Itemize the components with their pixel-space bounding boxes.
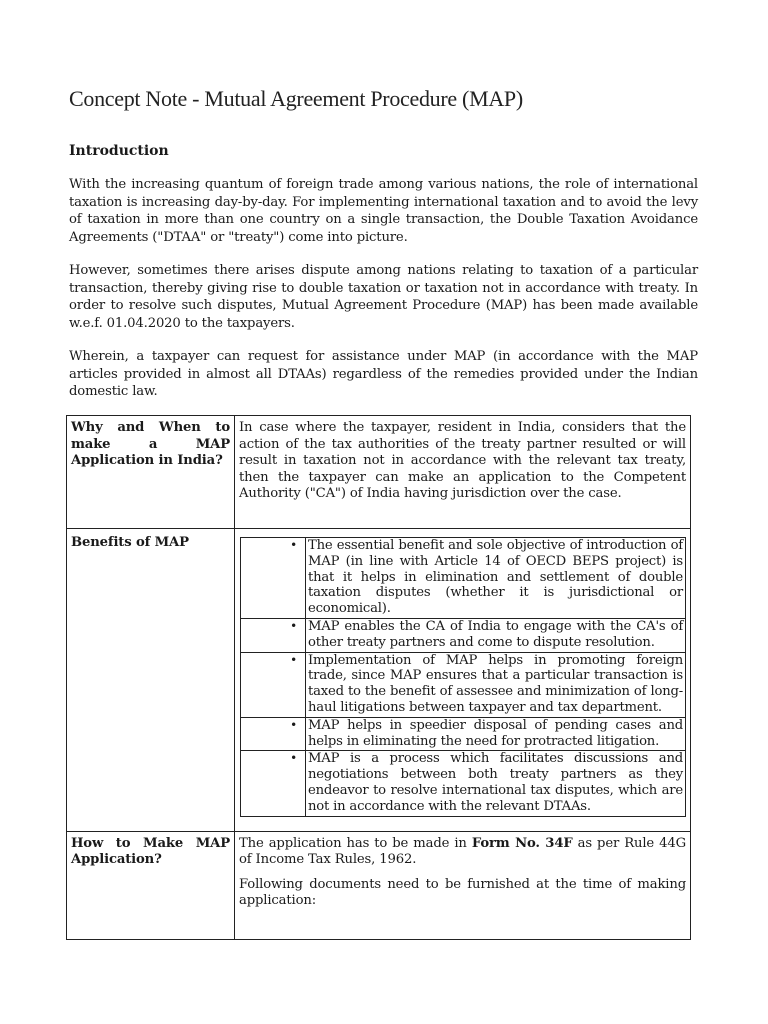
- map-info-table: [66, 415, 691, 940]
- intro-paragraph-3: Wherein, a taxpayer can request for assistance under MAP (in accordance with the MAP articles provided in almost all DTAAs) regardless of the remedies provided under the Indian domestic law.: [69, 349, 698, 400]
- row-label-why-when: Why and When to make a MAP Application in India?: [67, 416, 235, 529]
- benefit-text-3: Implementation of MAP helps in promoting foreign trade, since MAP ensures that a particular transaction is taxed to the benefit of assessee and minimization of long-haul litigations between taxpayer and tax department.: [306, 652, 686, 717]
- benefit-text-5: MAP is a process which facilitates discussions and negotiations between both treaty partners as they endeavor to resolve international tax disputes, which are not in accordance with the relevant DTAAs.: [306, 751, 686, 816]
- list-item: [241, 652, 686, 717]
- text-after-form: as per Rule 44G of Income Tax Rules, 1962.: [239, 835, 686, 868]
- list-item: [241, 717, 686, 751]
- list-item: [241, 538, 686, 619]
- form-name: Form No. 34F: [471, 835, 573, 851]
- benefit-text-4: MAP helps in speedier disposal of pending cases and helps in eliminating the need for protracted litigation.: [306, 717, 686, 751]
- text-before-form: The application has to be made in: [239, 835, 472, 851]
- table-row: [67, 529, 691, 832]
- row-label-how-to: How to Make MAP Application?: [67, 831, 235, 939]
- benefits-cell: [235, 529, 691, 832]
- bullet-icon: •: [241, 717, 306, 751]
- bullet-icon: •: [241, 652, 306, 717]
- introduction-heading: Introduction: [69, 143, 169, 159]
- benefit-text-1: The essential benefit and sole objective of introduction of MAP (in line with Article 14 of OECD BEPS project) is that it helps in elimination and settlement of double taxation disputes (whether it is jurisdictional or economical).: [306, 538, 686, 619]
- list-item: [241, 618, 686, 652]
- row-text-why-when: In case where the taxpayer, resident in India, considers that the action of the tax authorities of the treaty partner resulted or will result in taxation not in accordance with the relevant tax treaty, then the taxpayer can make an application to the Competent Authority ("CA") of India having jurisdiction over the case.: [235, 416, 691, 529]
- list-item: [241, 751, 686, 816]
- document-title: Concept Note - Mutual Agreement Procedure (MAP): [69, 86, 523, 111]
- how-to-paragraph-1: [239, 836, 686, 869]
- how-to-cell: [235, 831, 691, 939]
- intro-paragraph-2: However, sometimes there arises dispute among nations relating to taxation of a particular transaction, thereby giving rise to double taxation or taxation not in accordance with treaty. In order to resolve such disputes, Mutual Agreement Procedure (MAP) has been made available w.e.f. 01.04.2020 to the taxpayers.: [69, 263, 698, 331]
- table-row: [67, 416, 691, 529]
- bullet-icon: •: [241, 751, 306, 816]
- intro-paragraph-1: With the increasing quantum of foreign trade among various nations, the role of international taxation is increasing day-by-day. For implementing international taxation and to avoid the levy of taxation in more than one country on a single transaction, the Double Taxation Avoidance Agreements ("DTAA" or "treaty") come into picture.: [69, 177, 698, 245]
- bullet-icon: •: [241, 618, 306, 652]
- how-to-paragraph-2: Following documents need to be furnished at the time of making application:: [239, 876, 686, 909]
- benefits-list: [240, 537, 686, 817]
- bullet-icon: •: [241, 538, 306, 619]
- table-row: [67, 831, 691, 939]
- benefit-text-2: MAP enables the CA of India to engage with the CA's of other treaty partners and come to dispute resolution.: [306, 618, 686, 652]
- row-label-benefits: Benefits of MAP: [67, 529, 235, 832]
